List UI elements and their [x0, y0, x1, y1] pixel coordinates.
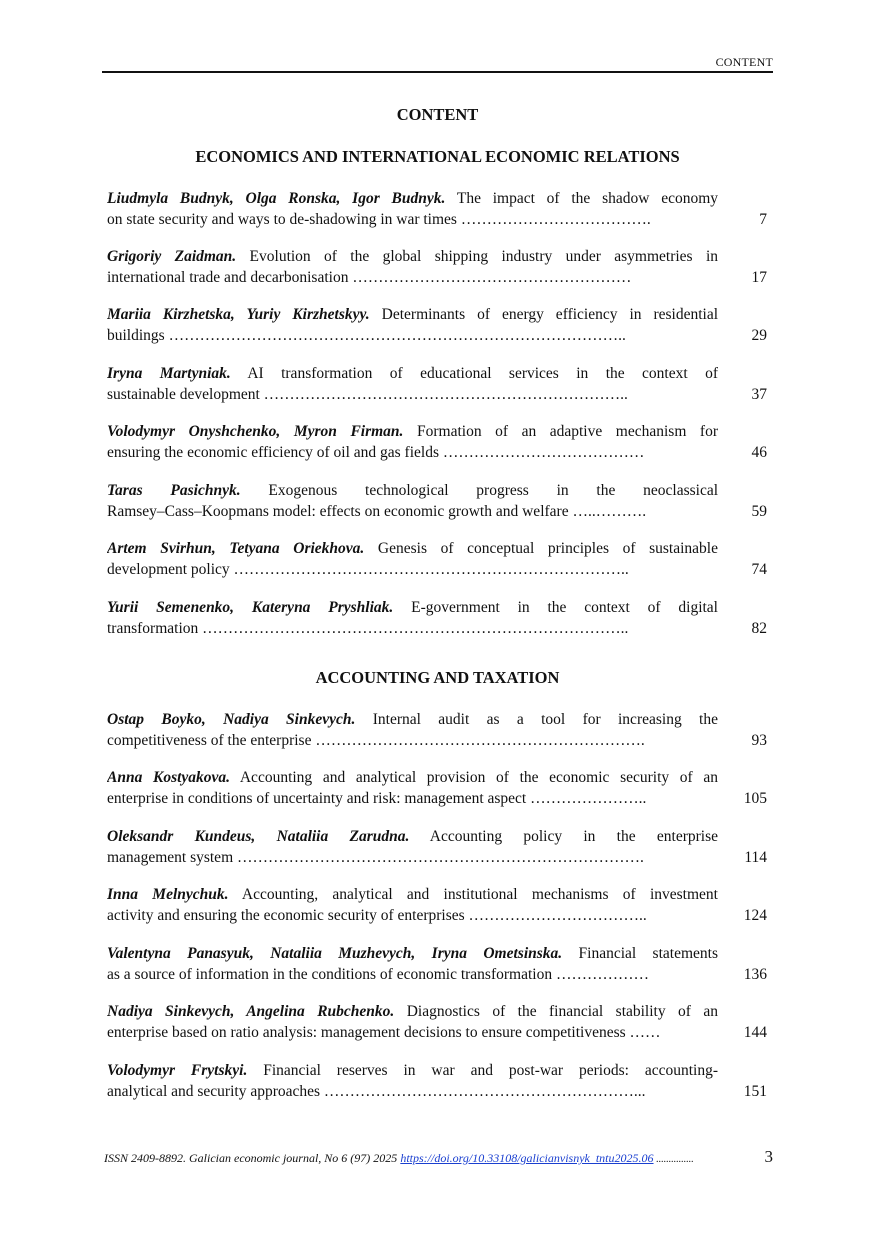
entry-title-line2: enterprise in conditions of uncertainty and risk: management aspect ………………….. [107, 790, 647, 807]
entry-page-number: 136 [743, 966, 767, 983]
toc-entry[interactable] [107, 884, 767, 926]
entry-title-line1: Accounting, analytical and institutional mechanisms of investment [228, 886, 718, 903]
page-number: 3 [764, 1147, 773, 1166]
page-footer [104, 1147, 773, 1166]
entry-title-line2: sustainable development …………………………………………………………….. [107, 386, 628, 403]
entry-title-line1: Formation of an adaptive mechanism for [403, 423, 718, 440]
section-heading-accounting: ACCOUNTING AND TAXATION [315, 668, 560, 687]
entry-title-line2: competitiveness of the enterprise ………………………………………………………. [107, 732, 645, 749]
entry-page-number: 59 [751, 503, 767, 520]
entry-title-line1: The impact of the shadow economy [445, 190, 718, 207]
entry-page-number: 29 [751, 327, 767, 344]
entry-page-number: 7 [759, 211, 767, 228]
entry-authors: Iryna Martyniak. [107, 365, 231, 382]
entry-authors: Oleksandr Kundeus, Nataliia Zarudna. [107, 828, 410, 845]
entry-title-line1: Accounting and analytical provision of the economic security of an [230, 769, 718, 786]
entry-authors: Liudmyla Budnyk, Olga Ronska, Igor Budnyk. [107, 190, 446, 207]
entry-title-line1: Internal audit as a tool for increasing the [355, 711, 718, 728]
toc-entry[interactable] [107, 246, 767, 288]
entry-page-number: 82 [751, 620, 767, 637]
entry-authors: Volodymyr Frytskyi. [107, 1062, 248, 1079]
entry-title-line1: Diagnostics of the financial stability of an [394, 1003, 718, 1020]
entry-page-number: 46 [751, 444, 767, 461]
toc-entry[interactable] [107, 826, 767, 868]
entry-title-line2: analytical and security approaches ……………………………………………………... [107, 1083, 646, 1100]
toc-entry[interactable] [107, 767, 767, 809]
entry-authors: Ostap Boyko, Nadiya Sinkevych. [107, 711, 356, 728]
entry-title-line1: Financial reserves in war and post-war periods: accounting- [247, 1062, 718, 1079]
entry-title-line2: on state security and ways to de-shadowing in war times ………………………………. [107, 211, 651, 228]
entry-authors: Anna Kostyakova. [107, 769, 231, 786]
entry-authors: Volodymyr Onyshchenko, Myron Firman. [107, 423, 404, 440]
toc-entry[interactable] [107, 1001, 767, 1043]
entry-title-line2: transformation ……………………………………………………………………….. [107, 620, 629, 637]
toc-entry[interactable] [107, 597, 767, 639]
entry-authors: Nadiya Sinkevych, Angelina Rubchenko. [107, 1003, 395, 1020]
entry-page-number: 93 [751, 732, 767, 749]
entry-title-line1: AI transformation of educational services in the context of [230, 365, 718, 382]
entry-authors: Yurii Semenenko, Kateryna Pryshliak. [107, 599, 394, 616]
entry-authors: Grigoriy Zaidman. [107, 248, 237, 265]
toc-entry[interactable] [107, 538, 767, 580]
entry-title-line1: Determinants of energy efficiency in residential [369, 306, 718, 323]
toc-entry[interactable] [107, 480, 767, 522]
entry-title-line2: ensuring the economic efficiency of oil and gas fields ………………………………… [107, 444, 645, 461]
entry-page-number: 124 [743, 907, 767, 924]
entry-title-line2: development policy ………………………………………………………………….. [107, 561, 629, 578]
toc-entry[interactable] [107, 363, 767, 405]
entry-title-line1: Exogenous technological progress in the neoclassical [240, 482, 718, 499]
page-title: CONTENT [396, 105, 479, 124]
entry-title-line1: Genesis of conceptual principles of sustainable [364, 540, 718, 557]
entry-authors: Artem Svirhun, Tetyana Oriekhova. [107, 540, 365, 557]
entry-title-line1: Evolution of the global shipping industry under asymmetries in [236, 248, 718, 265]
section-heading-economics: ECONOMICS AND INTERNATIONAL ECONOMIC RELATIONS [195, 147, 680, 166]
entry-page-number: 114 [744, 849, 767, 866]
doi-link[interactable]: https://doi.org/10.33108/galicianvisnyk_tntu2025.06 [400, 1151, 654, 1165]
entry-title-line1: Accounting policy in the enterprise [409, 828, 718, 845]
entry-title-line2: enterprise based on ratio analysis: management decisions to ensure competitiveness …… [107, 1024, 661, 1041]
toc-entry[interactable] [107, 304, 767, 346]
entry-page-number: 151 [743, 1083, 767, 1100]
entry-title-line1: E-government in the context of digital [393, 599, 718, 616]
entry-authors: Inna Melnychuk. [107, 886, 229, 903]
toc-entry[interactable] [107, 421, 767, 463]
entry-title-line2: management system ……………………………………………………………………. [107, 849, 644, 866]
entry-authors: Taras Pasichnyk. [107, 482, 241, 499]
entry-title-line2: Ramsey–Cass–Koopmans model: effects on economic growth and welfare …..………. [107, 503, 647, 520]
entry-title-line2: activity and ensuring the economic security of enterprises …………………………….. [107, 907, 647, 924]
toc-entry[interactable] [107, 188, 767, 230]
running-header: CONTENT [715, 55, 773, 69]
entry-page-number: 17 [751, 269, 767, 286]
toc-entry[interactable] [107, 943, 767, 985]
header-rule [102, 71, 773, 73]
entry-authors: Mariia Kirzhetska, Yuriy Kirzhetskyy. [107, 306, 370, 323]
entry-page-number: 37 [751, 386, 767, 403]
entry-authors: Valentyna Panasyuk, Nataliia Muzhevych, Iryna Ometsinska. [107, 945, 563, 962]
entry-title-line2: international trade and decarbonisation ……………………………………………… [107, 269, 632, 286]
entry-title-line1: Financial statements [562, 945, 718, 962]
entry-title-line2: as a source of information in the conditions of economic transformation ……………… [107, 966, 649, 983]
toc-entry[interactable] [107, 709, 767, 751]
entry-page-number: 144 [743, 1024, 767, 1041]
journal-citation: ISSN 2409-8892. Galician economic journal, No 6 (97) 2025 [104, 1151, 401, 1165]
entry-page-number: 105 [743, 790, 767, 807]
entry-page-number: 74 [751, 561, 767, 578]
toc-entry[interactable] [107, 1060, 767, 1102]
footer-leader-dots: ............... [653, 1154, 694, 1165]
entry-title-line2: buildings …………………………………………………………………………….. [107, 327, 626, 344]
